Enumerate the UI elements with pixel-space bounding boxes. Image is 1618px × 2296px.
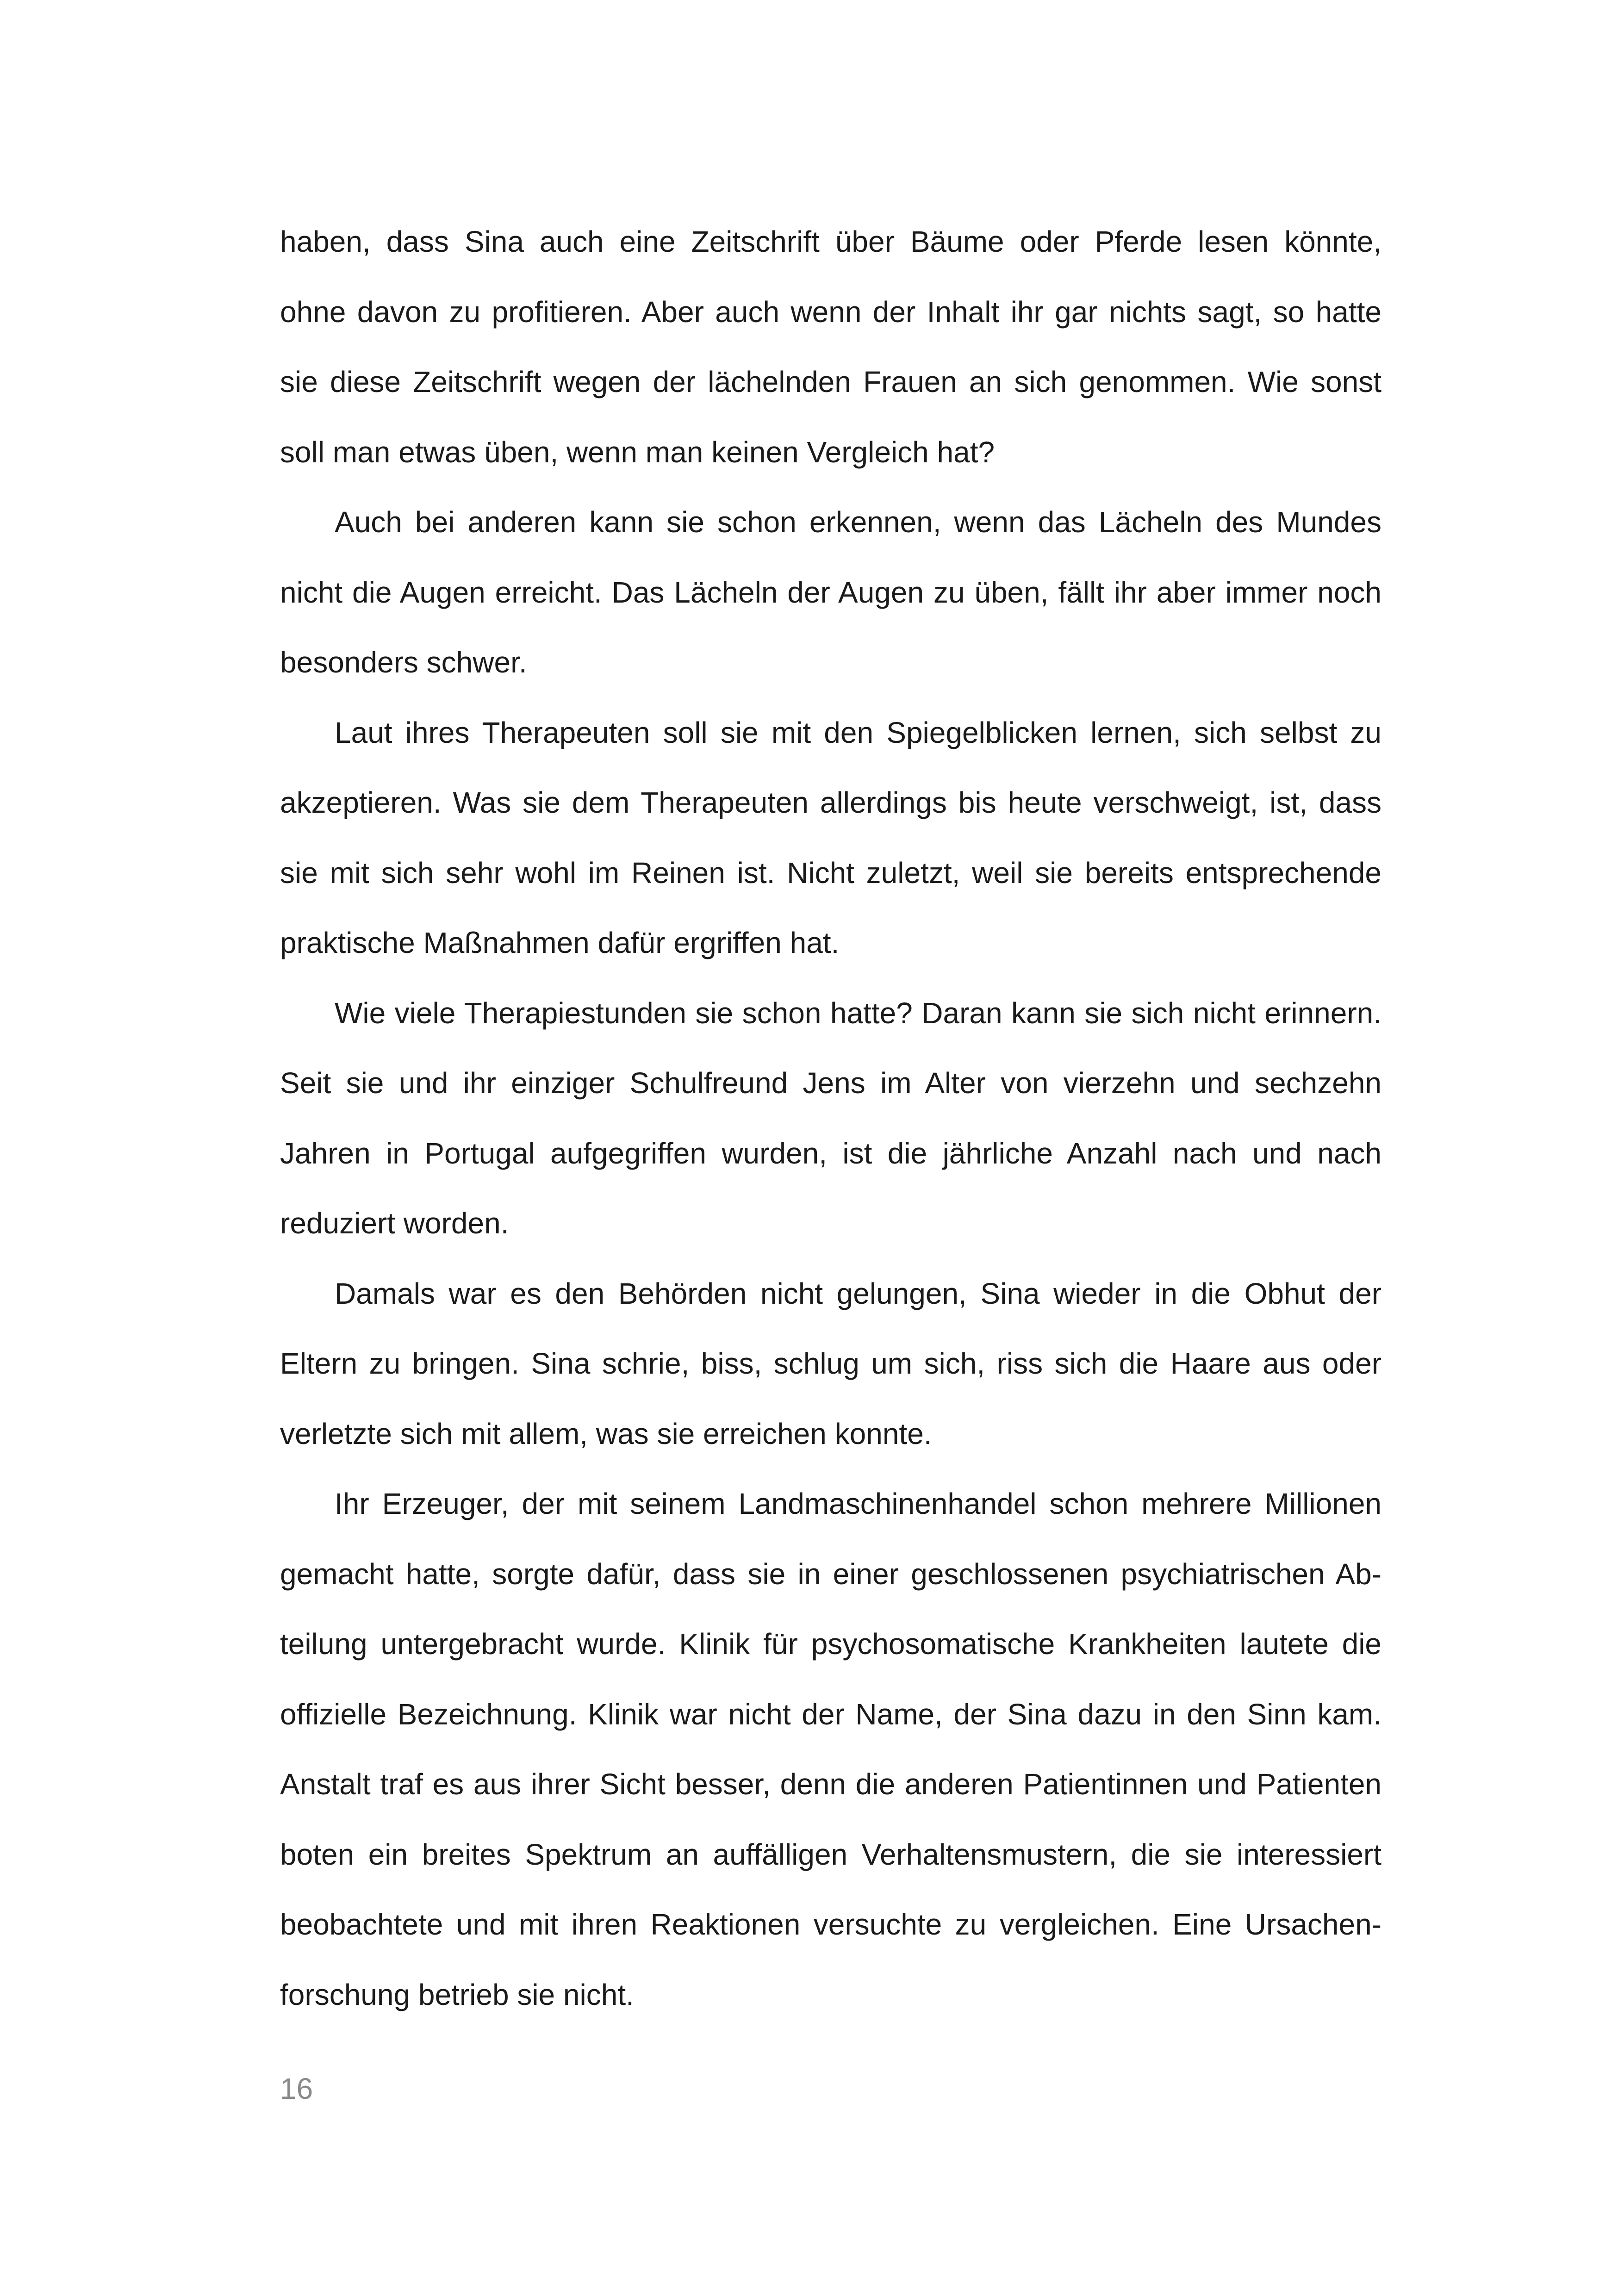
text-line: forschung betrieb sie nicht. bbox=[280, 1978, 634, 2011]
text-line: nicht die Augen erreicht. Das Lächeln der Augen zu üben, fällt ihr aber immer noch bbox=[280, 575, 1382, 609]
text-line: verletzte sich mit allem, was sie erreichen konnte. bbox=[280, 1417, 932, 1450]
text-line: Auch bei anderen kann sie schon erkennen, wenn das Lächeln des Mundes bbox=[335, 505, 1382, 539]
text-line: reduziert worden. bbox=[280, 1207, 509, 1240]
text-line: Wie viele Therapiestunden sie schon hatte? Daran kann sie sich nicht erinnern. bbox=[335, 996, 1382, 1030]
paragraph bbox=[280, 1259, 1382, 1469]
paragraph bbox=[280, 698, 1382, 978]
text-line: beobachtete und mit ihren Reaktionen versuchte zu vergleichen. Eine Ursachen- bbox=[280, 1908, 1382, 1941]
text-line: praktische Maßnahmen dafür ergriffen hat. bbox=[280, 926, 840, 959]
text-line: boten ein breites Spektrum an auffälligen Verhaltensmustern, die sie interessiert bbox=[280, 1837, 1382, 1871]
text-line: teilung untergebracht wurde. Klinik für psychosomatische Krankheiten lautete die bbox=[280, 1627, 1382, 1661]
text-line: sie diese Zeitschrift wegen der lächelnden Frauen an sich genommen. Wie sonst bbox=[280, 365, 1382, 398]
text-line: ohne davon zu profitieren. Aber auch wenn der Inhalt ihr gar nichts sagt, so hatte bbox=[280, 295, 1382, 329]
text-line: offizielle Bezeichnung. Klinik war nicht der Name, der Sina dazu in den Sinn kam. bbox=[280, 1697, 1382, 1731]
body-text bbox=[280, 207, 1382, 2030]
text-line: Ihr Erzeuger, der mit seinem Landmaschinenhandel schon mehrere Millionen bbox=[335, 1487, 1382, 1520]
paragraph bbox=[280, 978, 1382, 1259]
text-line: sie mit sich sehr wohl im Reinen ist. Nicht zuletzt, weil sie bereits entsprechende bbox=[280, 856, 1382, 890]
paragraph bbox=[280, 207, 1382, 487]
page-number: 16 bbox=[280, 2072, 313, 2105]
paragraph bbox=[280, 487, 1382, 698]
text-line: Eltern zu bringen. Sina schrie, biss, schlug um sich, riss sich die Haare aus oder bbox=[280, 1347, 1382, 1380]
text-line: gemacht hatte, sorgte dafür, dass sie in einer geschlossenen psychiatrischen Ab- bbox=[280, 1557, 1382, 1591]
text-line: haben, dass Sina auch eine Zeitschrift über Bäume oder Pferde lesen könnte, bbox=[280, 225, 1382, 258]
text-line: soll man etwas üben, wenn man keinen Vergleich hat? bbox=[280, 435, 995, 469]
text-line: Seit sie und ihr einziger Schulfreund Jens im Alter von vierzehn und sechzehn bbox=[280, 1066, 1382, 1100]
text-line: akzeptieren. Was sie dem Therapeuten allerdings bis heute verschweigt, ist, dass bbox=[280, 786, 1382, 819]
text-line: Jahren in Portugal aufgegriffen wurden, ist die jährliche Anzahl nach und nach bbox=[280, 1136, 1382, 1170]
paragraph bbox=[280, 1469, 1382, 2030]
text-line: besonders schwer. bbox=[280, 646, 527, 679]
text-line: Damals war es den Behörden nicht gelungen, Sina wieder in die Obhut der bbox=[335, 1276, 1382, 1310]
text-line: Laut ihres Therapeuten soll sie mit den Spiegelblicken lernen, sich selbst zu bbox=[335, 716, 1382, 749]
text-line: Anstalt traf es aus ihrer Sicht besser, denn die anderen Patientinnen und Patienten bbox=[280, 1767, 1382, 1801]
